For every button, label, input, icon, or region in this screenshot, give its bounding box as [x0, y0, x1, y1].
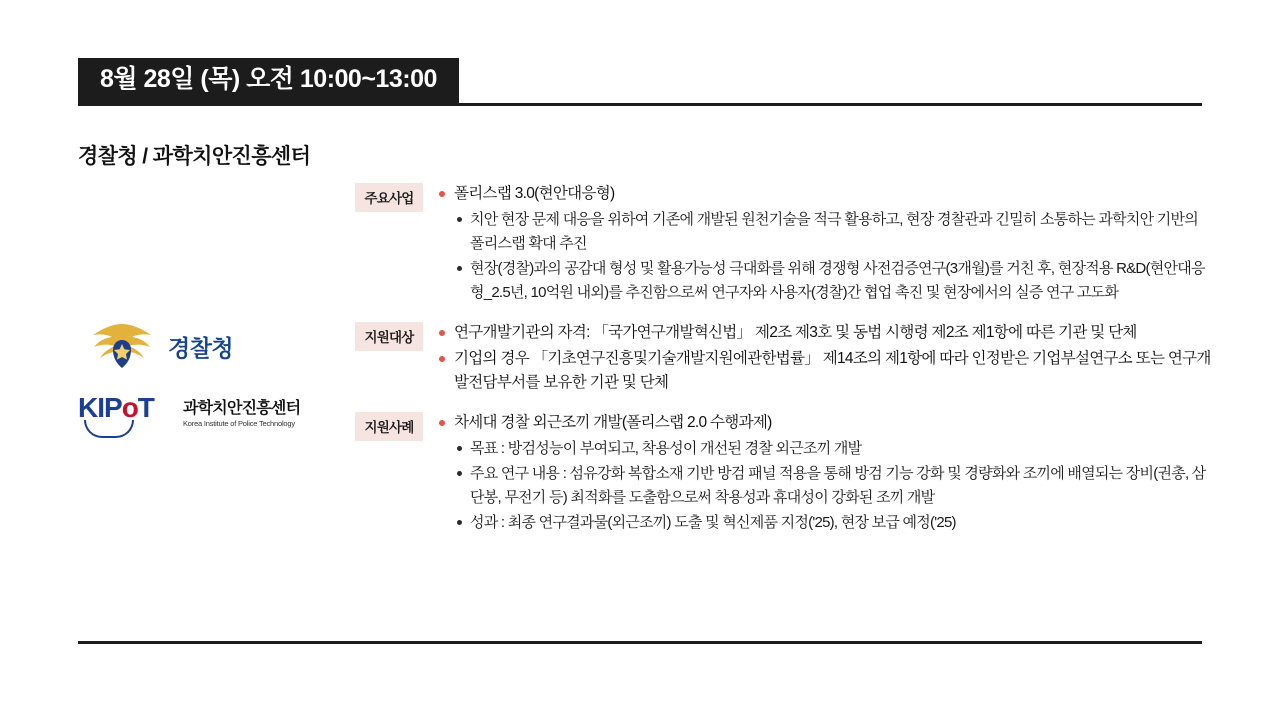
kipot-shield-icon: [84, 420, 134, 438]
kipot-wordmark-icon: [78, 394, 174, 434]
police-garuda-emblem-icon: [86, 320, 158, 372]
section-tag: 지원대상: [355, 322, 423, 351]
section-tag: 지원사례: [355, 412, 423, 441]
sub-list-item: 성과 : 최종 연구결과물(외근조끼) 도출 및 혁신제품 지정('25), 현장 보급 예정('25): [454, 511, 1215, 535]
page-title: 경찰청 / 과학치안진흥센터: [78, 145, 311, 168]
sub-list-item: 주요 연구 내용 : 섬유강화 복합소재 기반 방검 패널 적용을 통해 방검 기능 강화 및 경량화와 조끼에 배열되는 장비(권총, 삼단봉, 무전기 등) 최적화를 도출함으로써 착용성과 휴대성이 강화된 조끼 개발: [454, 462, 1215, 510]
list-item: [437, 411, 1215, 535]
kipot-name-kr: 과학치안진흥센터: [183, 399, 301, 417]
date-banner: 8월 28일 (목) 오전 10:00~13:00: [78, 58, 459, 104]
list-item: 연구개발기관의 자격: 「국가연구개발혁신법」 제2조 제3호 및 동법 시행령 제2조 제1항에 따른 기관 및 단체: [437, 321, 1215, 345]
bottom-divider: [78, 641, 1202, 644]
kipot-name-block: [183, 400, 300, 429]
police-logo-label: 경찰청: [168, 334, 234, 361]
kipot-wordmark-prefix: KIP: [78, 392, 122, 423]
list-item: [437, 182, 1215, 305]
top-divider: [78, 103, 1202, 106]
section-tag: 주요사업: [355, 183, 423, 212]
sub-list-item: 치안 현장 문제 대응을 위하여 기존에 개발된 원천기술을 적극 활용하고, 현장 경찰관과 긴밀히 소통하는 과학치안 기반의 폴리스랩 확대 추진: [454, 208, 1215, 256]
section-row: [355, 321, 1215, 397]
section-row: [355, 411, 1215, 537]
section-body: [437, 411, 1215, 537]
kipot-logo: [78, 394, 338, 434]
kipot-wordmark-accent: o: [121, 392, 138, 423]
section-body: [437, 182, 1215, 307]
kipot-wordmark-suffix: T: [137, 392, 154, 423]
logo-area: [78, 320, 338, 434]
list-item-text: 차세대 경찰 외근조끼 개발(폴리스랩 2.0 수행과제): [454, 414, 772, 432]
sub-list-item: 현장(경찰)과의 공감대 형성 및 활용가능성 극대화를 위해 경쟁형 사전검증연구(3개월)를 거친 후, 현장적용 R&D(현안대응형_2.5년, 10억원 내외)를 추진함으로써 연구자와 사용자(경찰)간 협업 촉진 및 현장에서의 실증 연구 고도화: [454, 257, 1215, 305]
police-logo: [86, 320, 338, 372]
sub-list-item: 목표 : 방검성능이 부여되고, 착용성이 개선된 경찰 외근조끼 개발: [454, 437, 1215, 461]
section-body: [437, 321, 1215, 397]
kipot-name-en: Korea Institute of Police Technology: [183, 419, 295, 429]
list-item: 기업의 경우 「기초연구진흥및기술개발지원에관한법률」 제14조의 제1항에 따라 인정받은 기업부설연구소 또는 연구개발전담부서를 보유한 기관 및 단체: [437, 347, 1215, 395]
list-item-text: 폴리스랩 3.0(현안대응형): [454, 185, 615, 202]
section-row: [355, 182, 1215, 307]
content-area: [355, 182, 1215, 551]
